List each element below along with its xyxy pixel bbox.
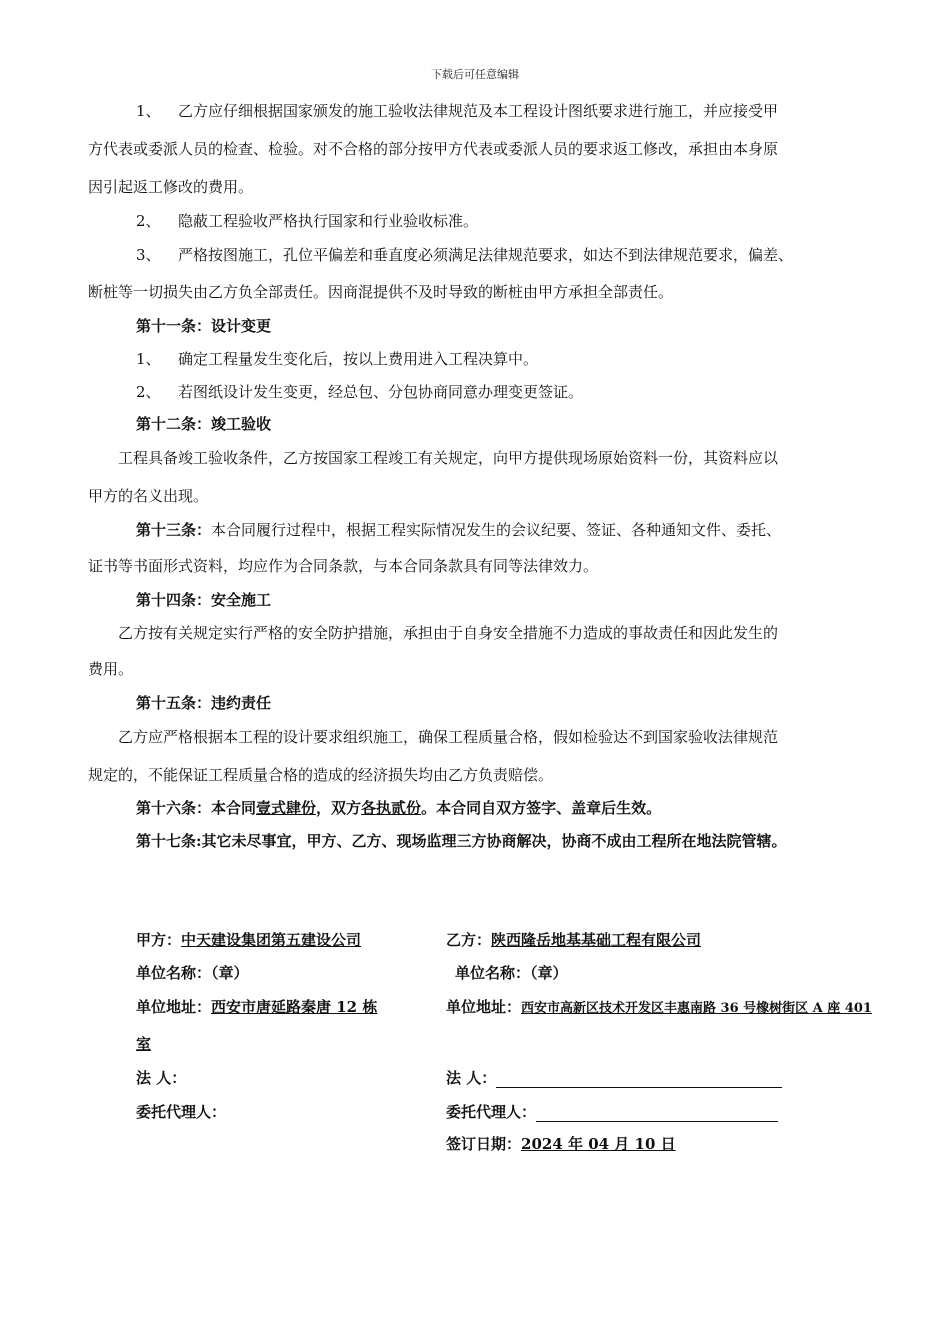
item-number: 1、: [136, 350, 161, 368]
party-a-address-cont: 室: [136, 1035, 152, 1053]
clause15-title: 第十五条：违约责任: [136, 694, 272, 712]
item-text: 若图纸设计发生变更，经总包、分包协商同意办理变更签证。: [178, 383, 584, 401]
item-number: 3、: [136, 246, 161, 264]
party-b-unit-name: 单位名称：（章）: [455, 964, 568, 982]
clause13-line2: 证书等书面形式资料，均应作为合同条款，与本合同条款具有同等法律效力。: [88, 557, 599, 575]
party-b-legal: [446, 1068, 782, 1088]
clause15-line2: 规定的，不能保证工程质量合格的造成的经济损失均由乙方负责赔偿。: [88, 766, 554, 784]
clause16-part-c: ，双方: [316, 799, 362, 817]
party-b-date-value: 2024 年 04 月 10 日: [521, 1135, 676, 1153]
clause10-item1-line3: 因引起返工修改的费用。: [88, 178, 254, 196]
clause16-part-e: 。本合同自双方签字、盖章后生效。: [421, 799, 662, 817]
clause10-item2: [136, 211, 478, 231]
clause13-line1: [136, 520, 781, 540]
party-a-label: 甲方：: [136, 931, 182, 949]
clause14-title: 第十四条：安全施工: [136, 591, 272, 609]
party-a-address: [136, 997, 377, 1017]
clause12-title: 第十二条：竣工验收: [136, 415, 272, 433]
party-a-line: [136, 930, 361, 950]
party-a-unit-name: 单位名称：（章）: [136, 964, 249, 982]
clause10-item1-line2: 方代表或委派人员的检查、检验。对不合格的部分按甲方代表或委派人员的要求返工修改，承担由本身原: [88, 140, 779, 158]
clause13-title: 第十三条：: [136, 521, 212, 539]
party-b-name: 陕西隆岳地基基础工程有限公司: [491, 931, 702, 949]
clause17: 第十七条:其它未尽事宜，甲方、乙方、现场监理三方协商解决，协商不成由工程所在地法院管辖。: [136, 832, 787, 850]
party-b-address: [446, 997, 872, 1019]
clause14-line1: 乙方按有关规定实行严格的安全防护措施，承担由于自身安全措施不力造成的事故责任和因此发生的: [118, 624, 779, 642]
party-a-legal: 法 人：: [136, 1069, 187, 1087]
clause12-line1: 工程具备竣工验收条件，乙方按国家工程竣工有关规定，向甲方提供现场原始资料一份，其资料应以: [118, 449, 779, 467]
clause11-title: 第十一条：设计变更: [136, 317, 272, 335]
clause13-text: 本合同履行过程中，根据工程实际情况发生的会议纪要、签证、各种通知文件、委托、: [211, 521, 782, 539]
party-b-address-value: 西安市高新区技术开发区丰惠南路 36 号橡树街区 A 座 401: [521, 1001, 872, 1016]
clause10-item3-line2: 断桩等一切损失由乙方负全部责任。因商混提供不及时导致的断桩由甲方承担全部责任。: [88, 283, 674, 301]
clause11-item2: [136, 382, 583, 402]
clause10-item3-line1: [136, 245, 793, 265]
party-b-agent-blank: [536, 1105, 778, 1122]
item-text: 乙方应仔细根据国家颁发的施工验收法律规范及本工程设计图纸要求进行施工，并应接受甲: [178, 102, 779, 120]
party-a-address-value: 西安市唐延路秦唐 12 栋: [211, 998, 378, 1016]
party-a-address-label: 单位地址：: [136, 998, 212, 1016]
party-b-date-label: 签订日期：: [446, 1135, 522, 1153]
clause16-copies: 壹式肆份: [256, 799, 317, 817]
item-number: 1、: [136, 102, 161, 120]
party-a-name: 中天建设集团第五建设公司: [181, 931, 362, 949]
item-text: 严格按图施工，孔位平偏差和垂直度必须满足法律规范要求，如达不到法律规范要求，偏差、: [178, 246, 794, 264]
clause16: [136, 798, 661, 818]
party-a-agent: 委托代理人：: [136, 1103, 227, 1121]
party-b-legal-label: 法 人：: [446, 1069, 497, 1087]
clause16-part-a: 第十六条：本合同: [136, 799, 257, 817]
item-number: 2、: [136, 383, 161, 401]
party-b-agent: [446, 1102, 778, 1122]
item-text: 隐蔽工程验收严格执行国家和行业验收标准。: [178, 212, 479, 230]
clause14-line2: 费用。: [88, 660, 134, 678]
clause11-item1: [136, 349, 538, 369]
party-b-address-label: 单位地址：: [446, 998, 522, 1016]
party-b-legal-blank: [496, 1071, 782, 1088]
page-header-note: 下载后可任意编辑: [431, 68, 519, 81]
clause10-item1-line1: [136, 101, 778, 121]
party-b-agent-label: 委托代理人：: [446, 1103, 537, 1121]
clause12-line2: 甲方的名义出现。: [88, 487, 209, 505]
item-number: 2、: [136, 212, 161, 230]
item-text: 确定工程量发生变化后，按以上费用进入工程决算中。: [178, 350, 539, 368]
clause16-each-copies: 各执贰份: [361, 799, 422, 817]
party-b-date: [446, 1134, 676, 1154]
party-b-line: [446, 930, 701, 950]
party-b-label: 乙方：: [446, 931, 492, 949]
clause15-line1: 乙方应严格根据本工程的设计要求组织施工，确保工程质量合格，假如检验达不到国家验收法律规范: [118, 728, 779, 746]
